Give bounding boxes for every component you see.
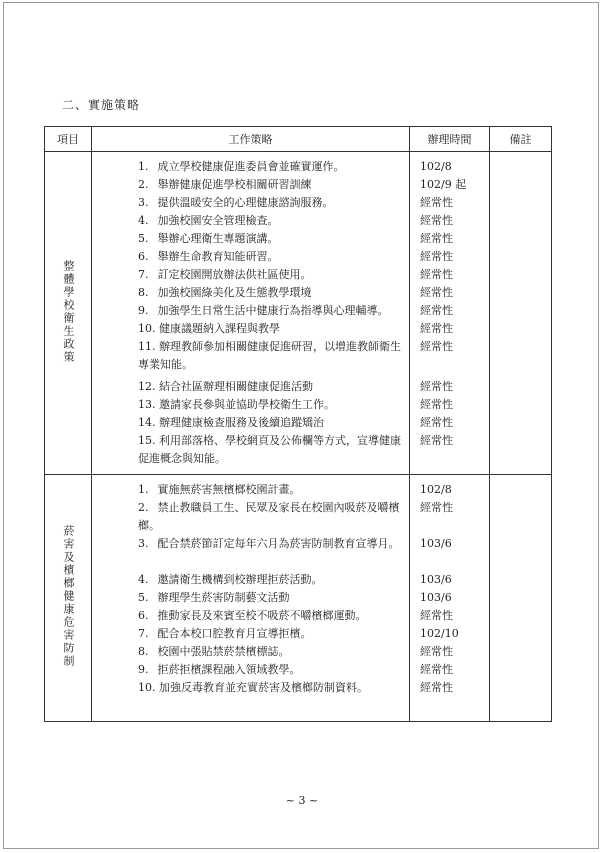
item-number: 4. — [138, 573, 149, 586]
category-label: 菸害及檳榔健康危害防制 — [62, 525, 75, 668]
list-item — [138, 230, 405, 248]
item-number: 15. — [138, 434, 156, 447]
item-number: 14. — [138, 416, 156, 429]
item-time: 經常性 — [420, 398, 453, 411]
item-time: 經常性 — [420, 286, 453, 299]
list-item — [138, 625, 405, 643]
note-cell — [490, 475, 552, 722]
item-number: 2. — [138, 501, 149, 514]
list-item — [138, 378, 405, 396]
item-time: 經常性 — [420, 322, 453, 335]
item-number: 11. — [138, 340, 156, 353]
item-text: 加強校園安全管理檢查。 — [157, 214, 279, 227]
category-cell — [45, 152, 92, 475]
item-number: 9. — [138, 663, 149, 676]
table-row — [45, 152, 552, 475]
table-row — [45, 475, 552, 722]
list-item — [138, 248, 405, 266]
list-item — [138, 589, 405, 607]
item-text: 校園中張貼禁菸禁檳標誌。 — [157, 645, 290, 658]
list-item — [138, 414, 405, 432]
item-time: 經常性 — [420, 340, 453, 353]
item-text: 提供溫暖安全的心理健康諮詢服務。 — [157, 196, 334, 209]
item-text: 舉辦生命教育知能研習。 — [157, 250, 279, 263]
item-time: 經常性 — [420, 501, 453, 514]
item-time: 經常性 — [420, 232, 453, 245]
item-time: 經常性 — [420, 434, 453, 447]
list-item — [138, 607, 405, 625]
item-text: 結合社區辦理相關健康促進活動 — [159, 380, 313, 393]
item-time: 經常性 — [420, 250, 453, 263]
item-number: 4. — [138, 214, 149, 227]
list-item — [138, 661, 405, 679]
item-time: 103/6 — [420, 573, 452, 586]
item-number: 1. — [138, 160, 149, 173]
list-item — [138, 396, 405, 414]
list-item — [138, 212, 405, 230]
table-header-row — [45, 127, 552, 152]
list-item — [138, 499, 405, 535]
item-number: 10. — [138, 322, 156, 335]
list-item — [138, 266, 405, 284]
item-text: 辦理教師參加相關健康促進研習，以增進教師衛生專業知能。 — [138, 340, 401, 371]
category-label: 整體學校衛生政策 — [62, 259, 75, 364]
item-text: 配合本校口腔教育月宣導拒檳。 — [157, 627, 312, 640]
list-item — [138, 571, 405, 589]
note-cell — [490, 152, 552, 475]
page-number: ~ 3 ~ — [285, 794, 319, 807]
item-text: 加強反毒教育並充實菸害及檳榔防制資料。 — [159, 681, 368, 694]
header-category: 項目 — [45, 127, 92, 152]
item-text: 訂定校園開放辦法供社區使用。 — [157, 268, 312, 281]
item-number: 8. — [138, 645, 149, 658]
item-text: 健康議題納入課程與教學 — [159, 322, 280, 335]
header-time: 辦理時間 — [410, 127, 490, 152]
item-text: 成立學校健康促進委員會並確實運作。 — [157, 160, 345, 173]
item-number: 6. — [138, 609, 149, 622]
item-number: 3. — [138, 537, 149, 550]
item-number: 8. — [138, 286, 149, 299]
item-text: 拒菸拒檳課程融入領域教學。 — [157, 663, 301, 676]
item-text: 禁止教職員工生、民眾及家長在校園內吸菸及嚼檳榔。 — [138, 501, 400, 532]
list-item — [138, 643, 405, 661]
item-text: 邀請衛生機構到校辦理拒菸活動。 — [157, 573, 323, 586]
item-time: 102/10 — [420, 627, 459, 640]
list-item — [138, 176, 405, 194]
item-text: 利用部落格、學校網頁及公佈欄等方式，宣導健康促進概念與知能。 — [138, 434, 401, 465]
item-time: 經常性 — [420, 681, 453, 694]
item-number: 3. — [138, 196, 149, 209]
list-item — [138, 338, 405, 374]
item-text: 配合禁菸節訂定每年六月為菸害防制教育宣導月。 — [157, 537, 400, 550]
item-number: 12. — [138, 380, 156, 393]
item-time: 102/8 — [420, 483, 452, 496]
time-list-cell — [410, 475, 490, 722]
item-text: 加強學生日常生活中健康行為指導與心理輔導。 — [157, 304, 389, 317]
item-text: 辦理學生菸害防制藝文活動 — [157, 591, 290, 604]
item-time: 經常性 — [420, 304, 453, 317]
item-number: 7. — [138, 268, 149, 281]
list-item — [138, 432, 405, 468]
section-title: 二、實施策略 — [62, 98, 141, 112]
item-text: 推動家長及來賓至校不吸菸不嚼檳榔運動。 — [157, 609, 367, 622]
item-time: 103/6 — [420, 537, 452, 550]
item-text: 實施無菸害無檳榔校園計畫。 — [157, 483, 301, 496]
item-number: 5. — [138, 232, 149, 245]
list-item — [138, 679, 405, 715]
item-number: 10. — [138, 681, 156, 694]
list-item — [138, 284, 405, 302]
item-number: 2. — [138, 178, 149, 191]
list-item — [138, 194, 405, 212]
item-time: 經常性 — [420, 196, 453, 209]
list-item — [138, 158, 405, 176]
item-time: 103/6 — [420, 591, 452, 604]
strategy-table — [44, 126, 552, 722]
item-text: 舉辦健康促進學校相關研習訓練 — [157, 178, 312, 191]
item-number: 1. — [138, 483, 149, 496]
category-cell — [45, 475, 92, 722]
list-item — [138, 535, 405, 571]
item-text: 加強校園綠美化及生態教學環境 — [157, 286, 312, 299]
item-time: 經常性 — [420, 416, 453, 429]
item-text: 舉辦心理衛生專題演講。 — [157, 232, 279, 245]
strategy-list-cell — [92, 152, 410, 475]
item-number: 6. — [138, 250, 149, 263]
item-number: 5. — [138, 591, 149, 604]
list-item — [138, 302, 405, 320]
item-time: 經常性 — [420, 663, 453, 676]
strategy-list-cell — [92, 475, 410, 722]
item-number: 13. — [138, 398, 156, 411]
item-time: 102/9 起 — [420, 178, 467, 191]
item-number: 9. — [138, 304, 149, 317]
list-item — [138, 320, 405, 338]
time-list-cell — [410, 152, 490, 475]
item-time: 經常性 — [420, 380, 453, 393]
item-time: 經常性 — [420, 645, 453, 658]
item-time: 經常性 — [420, 214, 453, 227]
header-note: 備註 — [490, 127, 552, 152]
item-time: 102/8 — [420, 160, 452, 173]
item-time: 經常性 — [420, 609, 453, 622]
list-item — [138, 481, 405, 499]
item-text: 邀請家長參與並協助學校衛生工作。 — [159, 398, 335, 411]
item-text: 辦理健康檢查服務及後續追蹤矯治 — [159, 416, 324, 429]
item-time: 經常性 — [420, 268, 453, 281]
header-strategy: 工作策略 — [92, 127, 410, 152]
item-number: 7. — [138, 627, 149, 640]
